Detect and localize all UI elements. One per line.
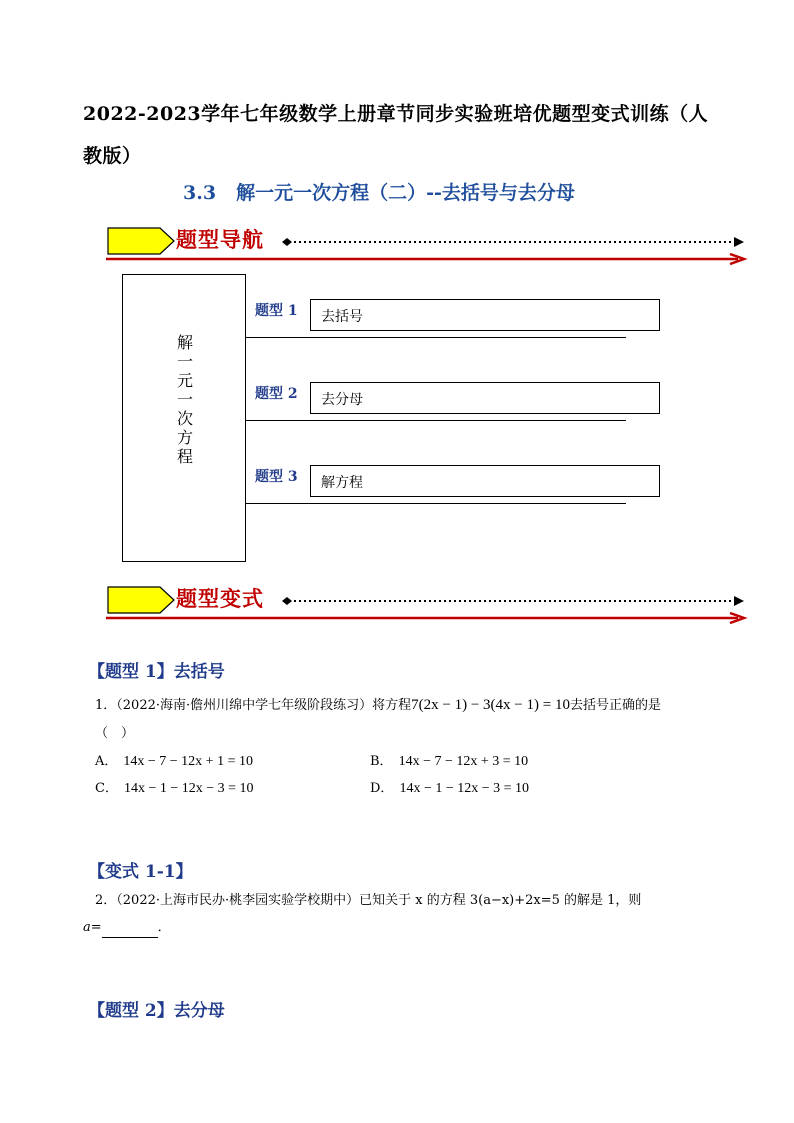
section-name: 解一元一次方程（二）--去括号与去分母 [236,182,575,204]
section-title [183,178,575,205]
option-b[interactable] [370,752,528,772]
variant-1-1-heading: 【变式 1-1】 [88,862,193,882]
branch-line-3 [246,503,626,504]
question-1-suffix: 去括号正确的是 [569,698,661,713]
option-text: 14x − 1 − 12x − 3 = 10 [399,781,530,796]
option-c[interactable] [95,779,254,799]
option-d[interactable] [370,779,529,799]
type-3-box[interactable]: 解方程 [310,465,660,497]
banner-variant-title: 题型变式 [176,586,264,611]
question-1-equation: 7(2x − 1) − 3(4x − 1) = 10 [411,697,570,713]
type-1-box[interactable]: 去括号 [310,299,660,331]
branch-line-2 [246,420,626,421]
option-letter: A． [95,754,118,769]
root-char: 方 [176,428,193,447]
root-char: 一 [176,352,193,371]
type-3-label: 题型 3 [255,469,298,485]
option-a[interactable] [95,752,253,772]
root-char: 解 [176,333,193,352]
question-1-stem [95,695,661,716]
section-number: 3.3 [183,182,217,204]
dotted-arrow-line [282,236,746,248]
type-2-heading: 【题型 2】去分母 [88,1001,225,1021]
banner-arrow-tag-icon [106,226,176,256]
question-2-stem: 2．（2022·上海市民办·桃李园实验学校期中）已知关于 x 的方程 3(a−x)+2x=5 的解是 1，则 [95,893,642,908]
document-title: 2022-2023学年七年级数学上册章节同步实验班培优题型变式训练（人教版） [83,103,709,167]
option-text: 14x − 7 − 12x + 3 = 10 [398,754,529,769]
branch-line-1 [246,337,626,338]
option-letter: D． [370,781,394,796]
root-char: 次 [176,409,193,428]
root-char: 元 [176,371,193,390]
dotted-arrow-line [282,595,746,607]
type-1-label: 题型 1 [255,303,298,319]
question-2-blank-line [83,918,171,938]
question-1-prefix: 1．（2022·海南·儋州川绵中学七年级阶段练习）将方程 [95,698,412,713]
red-arrow-line [106,612,748,624]
option-letter: B． [370,754,393,769]
type-1-heading: 【题型 1】去括号 [88,662,225,682]
option-letter: C． [95,781,118,796]
type-2-label: 题型 2 [255,386,298,402]
root-char: 程 [176,447,193,466]
question-2-var: a= [83,920,102,935]
root-char: 一 [176,390,193,409]
banner-nav-title: 题型导航 [176,227,264,252]
red-arrow-line [106,253,748,265]
option-text: 14x − 7 − 12x + 1 = 10 [123,754,253,769]
type-2-box[interactable]: 去分母 [310,382,660,414]
question-2-period: ． [157,920,171,935]
question-1-answer-paren[interactable]: （ ） [95,726,135,741]
answer-blank[interactable] [102,923,158,938]
banner-arrow-tag-icon [106,585,176,615]
diagram-root-label [170,333,200,466]
option-text: 14x − 1 − 12x − 3 = 10 [123,781,254,796]
